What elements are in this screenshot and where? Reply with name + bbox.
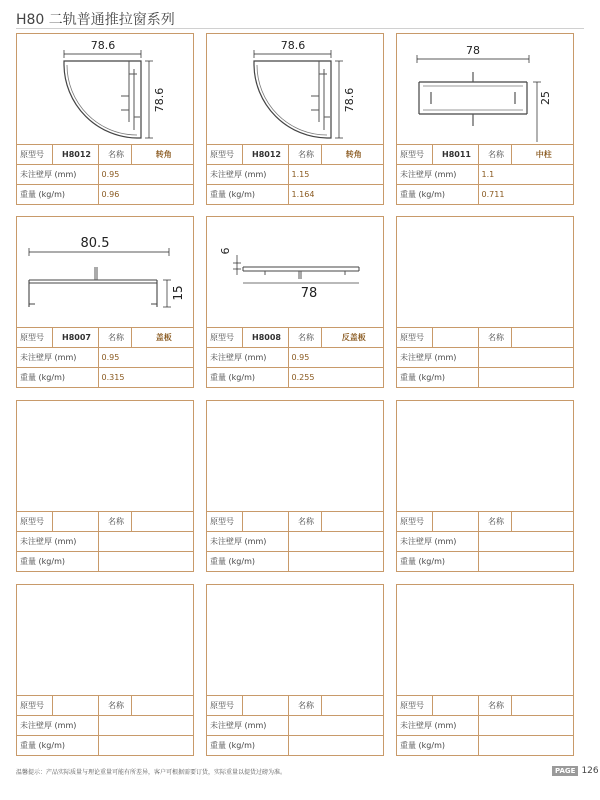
thickness-label: 未注壁厚 (mm)	[207, 164, 288, 184]
model-label: 原型号	[397, 144, 432, 164]
profile-card-empty	[396, 216, 574, 388]
page-title: H80 二轨普通推拉窗系列	[16, 12, 175, 28]
weight-label: 重量 (kg/m)	[397, 551, 478, 571]
weight-value: 0.96	[98, 184, 193, 204]
name-label: 名称	[288, 695, 321, 715]
dimension-label: 6	[219, 247, 232, 255]
dimension-label: 78.6	[153, 87, 166, 113]
thickness-value	[98, 531, 193, 551]
profile-drawing	[397, 34, 573, 142]
mullion-profile-drawing	[397, 34, 573, 142]
spec-table	[207, 327, 383, 388]
profile-card-empty	[396, 400, 574, 572]
weight-value	[478, 367, 573, 387]
spec-table	[17, 695, 193, 756]
thickness-label: 未注壁厚 (mm)	[207, 531, 288, 551]
thickness-value: 0.95	[288, 347, 383, 367]
weight-value	[288, 551, 383, 571]
dimension-label: 80.5	[80, 236, 110, 251]
model-code	[242, 695, 288, 715]
name-label: 名称	[478, 695, 511, 715]
spec-table	[207, 511, 383, 572]
dimension-label: 78.6	[343, 87, 356, 113]
name-label: 名称	[478, 144, 511, 164]
weight-label: 重量 (kg/m)	[207, 735, 288, 755]
thickness-label: 未注壁厚 (mm)	[397, 347, 478, 367]
thickness-value: 0.95	[98, 347, 193, 367]
profile-card-empty	[206, 400, 384, 572]
model-code	[432, 327, 478, 347]
model-label: 原型号	[207, 144, 242, 164]
thickness-value: 1.15	[288, 164, 383, 184]
weight-label: 重量 (kg/m)	[397, 367, 478, 387]
thickness-value: 0.95	[98, 164, 193, 184]
dimension-label: 78.6	[90, 39, 116, 52]
spec-table	[17, 144, 193, 205]
model-code: H8008	[242, 327, 288, 347]
page-indicator	[552, 765, 599, 777]
profile-name	[511, 511, 573, 531]
model-code: H8012	[242, 144, 288, 164]
corner-profile-drawing	[207, 34, 383, 142]
profile-card-h8008	[206, 216, 384, 388]
model-label: 原型号	[397, 511, 432, 531]
model-label: 原型号	[207, 327, 242, 347]
profile-name: 盖板	[131, 327, 193, 347]
dimension-label: 15	[171, 285, 185, 301]
profile-card-h8012-a	[16, 33, 194, 205]
profile-name	[131, 695, 193, 715]
model-code: H8007	[52, 327, 98, 347]
model-label: 原型号	[17, 144, 52, 164]
thickness-label: 未注壁厚 (mm)	[17, 347, 98, 367]
profile-name	[321, 511, 383, 531]
spec-table	[17, 327, 193, 388]
model-label: 原型号	[17, 327, 52, 347]
name-label: 名称	[98, 327, 131, 347]
weight-label: 重量 (kg/m)	[207, 367, 288, 387]
thickness-label: 未注壁厚 (mm)	[397, 164, 478, 184]
thickness-value: 1.1	[478, 164, 573, 184]
dimension-label: 25	[539, 91, 552, 105]
model-label: 原型号	[17, 511, 52, 531]
weight-value	[98, 551, 193, 571]
weight-label: 重量 (kg/m)	[17, 735, 98, 755]
weight-value: 0.315	[98, 367, 193, 387]
thickness-label: 未注壁厚 (mm)	[397, 715, 478, 735]
thickness-label: 未注壁厚 (mm)	[17, 531, 98, 551]
model-label: 原型号	[397, 327, 432, 347]
weight-label: 重量 (kg/m)	[207, 551, 288, 571]
weight-value: 1.164	[288, 184, 383, 204]
profile-card-empty	[16, 400, 194, 572]
footer-note: 温馨提示：产品实际质量与理论重量可能有所差异，客户可根据需要订货，实际重量以提货过磅为准。	[16, 769, 287, 776]
name-label: 名称	[288, 511, 321, 531]
weight-label: 重量 (kg/m)	[397, 735, 478, 755]
page-number: 126	[581, 766, 599, 776]
weight-value: 0.255	[288, 367, 383, 387]
name-label: 名称	[288, 144, 321, 164]
thickness-value	[478, 715, 573, 735]
dimension-label: 78	[466, 44, 480, 57]
spec-table	[207, 695, 383, 756]
profile-drawing	[17, 34, 193, 142]
weight-label: 重量 (kg/m)	[207, 184, 288, 204]
model-label: 原型号	[207, 695, 242, 715]
spec-table	[397, 144, 573, 205]
profile-name	[321, 695, 383, 715]
model-label: 原型号	[207, 511, 242, 531]
name-label: 名称	[98, 144, 131, 164]
thickness-value	[478, 347, 573, 367]
weight-value	[288, 735, 383, 755]
model-label: 原型号	[17, 695, 52, 715]
profile-name: 反盖板	[321, 327, 383, 347]
dimension-label: 78	[300, 286, 318, 301]
profile-name	[131, 511, 193, 531]
model-code	[242, 511, 288, 531]
thickness-value	[288, 715, 383, 735]
cover-plate-profile-drawing	[17, 217, 193, 325]
thickness-value	[98, 715, 193, 735]
spec-table	[17, 511, 193, 572]
thickness-label: 未注壁厚 (mm)	[17, 715, 98, 735]
profile-card-empty	[16, 584, 194, 756]
spec-table	[397, 511, 573, 572]
model-code	[52, 511, 98, 531]
reverse-cover-plate-profile-drawing	[207, 217, 383, 325]
profile-card-empty	[396, 584, 574, 756]
thickness-label: 未注壁厚 (mm)	[207, 347, 288, 367]
spec-table	[397, 327, 573, 388]
weight-value: 0.711	[478, 184, 573, 204]
weight-value	[478, 551, 573, 571]
name-label: 名称	[98, 511, 131, 531]
profile-name: 中柱	[511, 144, 573, 164]
weight-label: 重量 (kg/m)	[17, 551, 98, 571]
thickness-value	[288, 531, 383, 551]
model-code	[432, 695, 478, 715]
spec-table	[207, 144, 383, 205]
profile-name: 转角	[321, 144, 383, 164]
model-code: H8011	[432, 144, 478, 164]
thickness-label: 未注壁厚 (mm)	[207, 715, 288, 735]
profile-drawing	[207, 217, 383, 325]
model-code	[52, 695, 98, 715]
profile-name	[511, 695, 573, 715]
model-code: H8012	[52, 144, 98, 164]
name-label: 名称	[478, 327, 511, 347]
weight-value	[98, 735, 193, 755]
thickness-value	[478, 531, 573, 551]
profile-drawing	[17, 217, 193, 325]
profile-card-h8007	[16, 216, 194, 388]
name-label: 名称	[288, 327, 321, 347]
corner-profile-drawing	[17, 34, 193, 142]
model-code	[432, 511, 478, 531]
weight-label: 重量 (kg/m)	[397, 184, 478, 204]
profile-card-h8012-b	[206, 33, 384, 205]
name-label: 名称	[98, 695, 131, 715]
profile-card-h8011	[396, 33, 574, 205]
model-label: 原型号	[397, 695, 432, 715]
name-label: 名称	[478, 511, 511, 531]
weight-label: 重量 (kg/m)	[17, 184, 98, 204]
profile-name	[511, 327, 573, 347]
thickness-label: 未注壁厚 (mm)	[17, 164, 98, 184]
spec-table	[397, 695, 573, 756]
profile-card-empty	[206, 584, 384, 756]
page-label: PAGE	[552, 766, 578, 776]
title-divider	[16, 28, 584, 29]
profile-drawing	[207, 34, 383, 142]
weight-value	[478, 735, 573, 755]
thickness-label: 未注壁厚 (mm)	[397, 531, 478, 551]
profile-name: 转角	[131, 144, 193, 164]
weight-label: 重量 (kg/m)	[17, 367, 98, 387]
dimension-label: 78.6	[280, 39, 306, 52]
